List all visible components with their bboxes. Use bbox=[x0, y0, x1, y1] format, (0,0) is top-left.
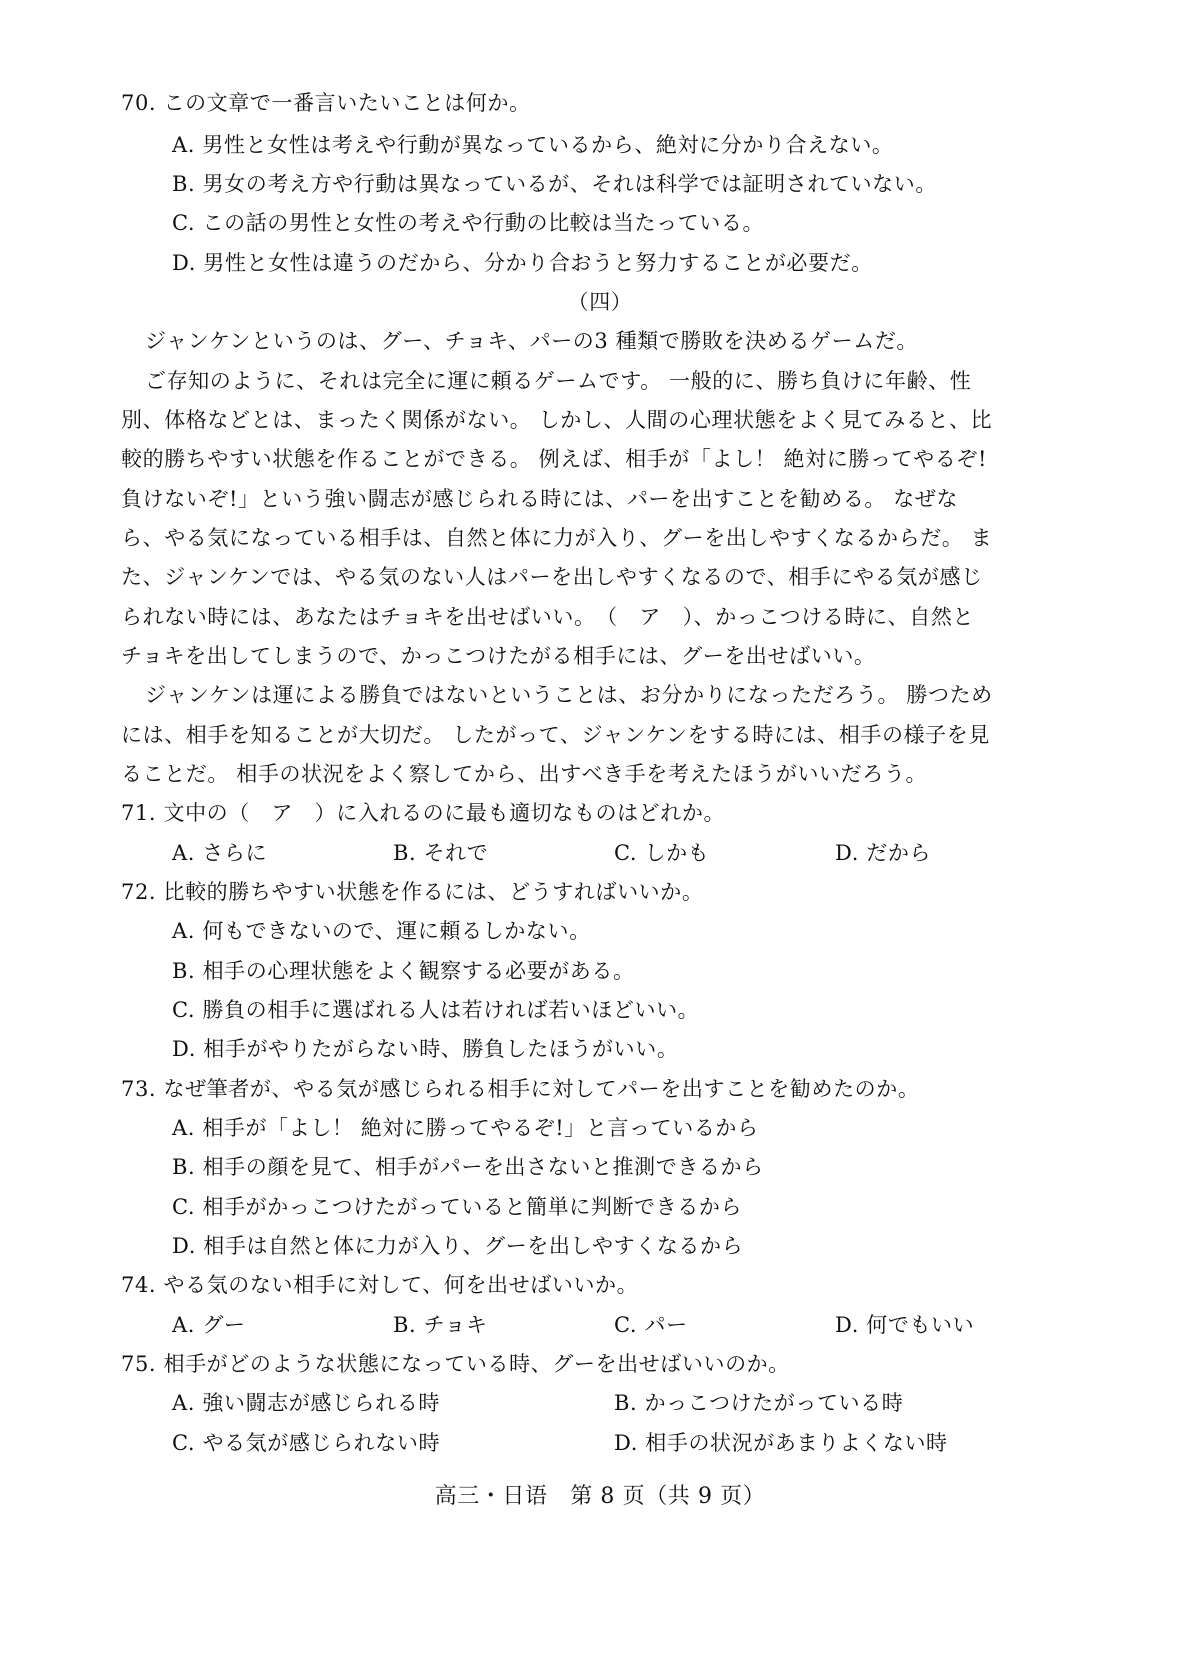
passage-line: 較的勝ちやすい状態を作ることができる。 例えば、相手が「よし！ 絶対に勝ってやるぞ! bbox=[121, 447, 987, 471]
question-75: 75. 相手がどのような状態になっている時、グーを出せばいいのか。 bbox=[121, 1352, 790, 1376]
question-74: 74. やる気のない相手に対して、何を出せばいいか。 bbox=[121, 1273, 639, 1297]
q71-option-a: A. さらに bbox=[172, 841, 268, 865]
passage-line: 別、体格などとは、まったく関係がない。 しかし、人間の心理状態をよく見てみると、比 bbox=[121, 408, 993, 432]
q70-option-a: A. 男性と女性は考えや行動が異なっているから、絶対に分かり合えない。 bbox=[172, 133, 894, 157]
q71-option-b: B. それで bbox=[393, 841, 489, 865]
q70-option-c: C. この話の男性と女性の考えや行動の比較は当たっている。 bbox=[172, 211, 765, 235]
q73-option-a: A. 相手が「よし！ 絶対に勝ってやるぞ!」と言っているから bbox=[172, 1116, 759, 1140]
passage-line: には、相手を知ることが大切だ。 したがって、ジャンケンをする時には、相手の様子を見 bbox=[121, 723, 990, 747]
question-71: 71. 文中の（ ア ）に入れるのに最も適切なものはどれか。 bbox=[121, 801, 726, 825]
q75-option-d: D. 相手の状況があまりよくない時 bbox=[614, 1431, 948, 1455]
q70-option-d: D. 男性と女性は違うのだから、分かり合おうと努力することが必要だ。 bbox=[172, 251, 873, 275]
q72-option-d: D. 相手がやりたがらない時、勝負したほうがいい。 bbox=[172, 1037, 679, 1061]
q74-option-a: A. グー bbox=[172, 1313, 246, 1337]
passage-line: られない時には、あなたはチョキを出せばいい。 （ ア ）、かっこつける時に、自然と bbox=[121, 605, 975, 629]
q70-option-b: B. 男女の考え方や行動は異なっているが、それは科学では証明されていない。 bbox=[172, 172, 937, 196]
passage-line: ご存知のように、それは完全に運に頼るゲームです。 一般的に、勝ち負けに年齢、性 bbox=[145, 369, 972, 393]
q74-option-b: B. チョキ bbox=[393, 1313, 488, 1337]
passage-line: チョキを出してしまうので、かっこつけたがる相手には、グーを出せばいい。 bbox=[121, 644, 876, 668]
q75-option-a: A. 強い闘志が感じられる時 bbox=[172, 1391, 440, 1415]
question-70: 70. この文章で一番言いたいことは何か。 bbox=[121, 91, 531, 115]
q72-option-c: C. 勝負の相手に選ばれる人は若ければ若いほどいい。 bbox=[172, 998, 700, 1022]
q73-option-d: D. 相手は自然と体に力が入り、グーを出しやすくなるから bbox=[172, 1234, 744, 1258]
passage-line: 負けないぞ!」という強い闘志が感じられる時には、パーを出すことを勧める。 なぜな bbox=[121, 487, 959, 511]
q75-option-c: C. やる気が感じられない時 bbox=[172, 1431, 441, 1455]
q74-option-c: C. パー bbox=[614, 1313, 688, 1337]
passage-line: ることだ。 相手の状況をよく察してから、出すべき手を考えたほうがいいだろう。 bbox=[121, 762, 928, 786]
q71-option-d: D. だから bbox=[835, 841, 932, 865]
passage-line: ジャンケンは運による勝負ではないということは、お分かりになっただろう。 勝つため bbox=[145, 683, 993, 707]
page-footer: 高三・日语 第 8 页（共 9 页） bbox=[434, 1484, 766, 1509]
q73-option-c: C. 相手がかっこつけたがっていると簡単に判断できるから bbox=[172, 1195, 743, 1219]
section-heading: （四） bbox=[567, 290, 633, 314]
passage-line: ら、やる気になっている相手は、自然と体に力が入り、グーを出しやすくなるからだ。 ま bbox=[121, 526, 993, 550]
passage-line: ジャンケンというのは、グー、チョキ、パーの3 種類で勝敗を決めるゲームだ。 bbox=[145, 329, 919, 353]
q74-option-d: D. 何でもいい bbox=[835, 1313, 975, 1337]
q72-option-b: B. 相手の心理状態をよく観察する必要がある。 bbox=[172, 959, 635, 983]
question-73: 73. なぜ筆者が、やる気が感じられる相手に対してパーを出すことを勧めたのか。 bbox=[121, 1077, 920, 1101]
passage-line: た、ジャンケンでは、やる気のない人はパーを出しやすくなるので、相手にやる気が感じ bbox=[121, 565, 983, 589]
q75-option-b: B. かっこつけたがっている時 bbox=[614, 1391, 904, 1415]
question-72: 72. 比較的勝ちやすい状態を作るには、どうすればいいか。 bbox=[121, 880, 704, 904]
q71-option-c: C. しかも bbox=[614, 841, 710, 865]
q72-option-a: A. 何もできないので、運に頼るしかない。 bbox=[172, 919, 591, 943]
q73-option-b: B. 相手の顔を見て、相手がパーを出さないと推測できるから bbox=[172, 1155, 764, 1179]
